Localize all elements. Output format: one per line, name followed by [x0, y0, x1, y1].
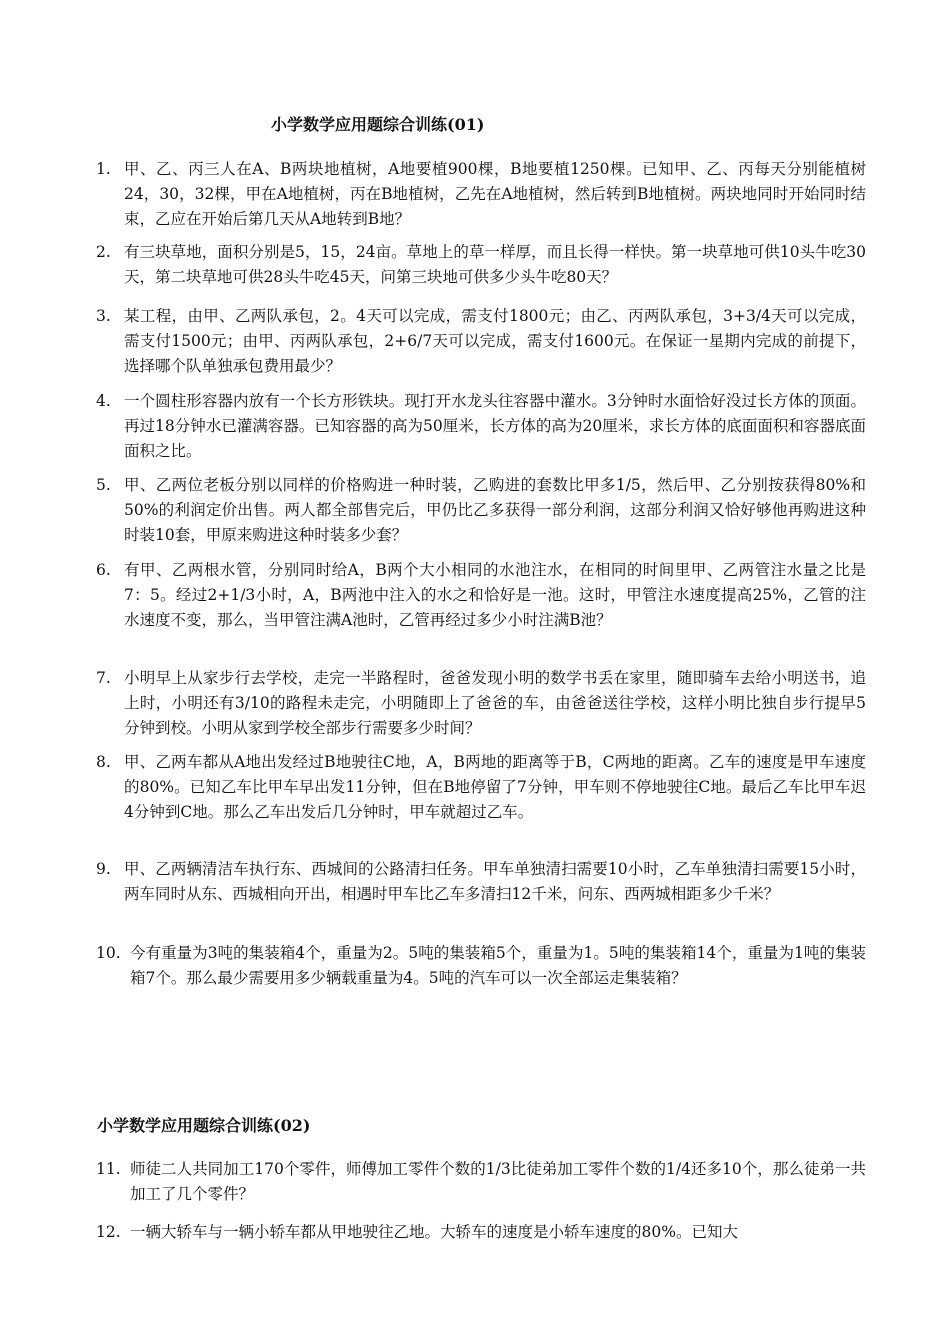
problem-number: 6.: [96, 561, 111, 579]
problem-4: [96, 389, 866, 464]
problem-7: [96, 666, 866, 741]
section-title-02: 小学数学应用题综合训练(02): [97, 1116, 311, 1135]
problem-text: 甲、乙、丙三人在A、B两块地植树，A地要植900棵，B地要植1250棵。已知甲、乙、丙每天分别能植树24，30，32棵，甲在A地植树，丙在B地植树，乙先在A地植树，然后转到B地植树。两块地同时开始同时结束，乙应在开始后第几天从A地转到B地？: [124, 160, 866, 228]
problem-9: [96, 857, 866, 907]
problem-number: 11.: [96, 1160, 121, 1178]
problem-number: 8.: [96, 753, 111, 771]
problem-number: 7.: [96, 669, 111, 687]
problem-number: 5.: [96, 476, 111, 494]
problem-11: [96, 1157, 866, 1207]
problem-12: [96, 1220, 866, 1245]
problem-text: 某工程，由甲、乙两队承包，2。4天可以完成，需支付1800元；由乙、丙两队承包，3+3/4天可以完成，需支付1500元；由甲、丙两队承包，2+6/7天可以完成，需支付1600元。在保证一星期内完成的前提下，选择哪个队单独承包费用最少？: [124, 307, 866, 375]
problem-10: [96, 941, 866, 991]
problem-5: [96, 473, 866, 548]
problem-text: 一辆大轿车与一辆小轿车都从甲地驶往乙地。大轿车的速度是小轿车速度的80%。已知大: [130, 1223, 738, 1241]
problem-number: 4.: [96, 392, 111, 410]
section-title-01: 小学数学应用题综合训练(01): [271, 115, 485, 134]
problem-6: [96, 558, 866, 633]
problem-number: 9.: [96, 860, 111, 878]
problem-3: [96, 304, 866, 379]
problem-2: [96, 240, 866, 290]
problem-text: 甲、乙两车都从A地出发经过B地驶往C地，A，B两地的距离等于B，C两地的距离。乙车的速度是甲车速度的80%。已知乙车比甲车早出发11分钟，但在B地停留了7分钟，甲车则不停地驶往C地。最后乙车比甲车迟4分钟到C地。那么乙车出发后几分钟时，甲车就超过乙车。: [124, 753, 866, 821]
problem-text: 甲、乙两位老板分别以同样的价格购进一种时装，乙购进的套数比甲多1/5，然后甲、乙分别按获得80%和50%的利润定价出售。两人都全部售完后，甲仍比乙多获得一部分利润，这部分利润又恰好够他再购进这种时装10套，甲原来购进这种时装多少套？: [124, 476, 866, 544]
problem-1: [96, 157, 866, 232]
problem-number: 3.: [96, 307, 111, 325]
problem-text: 师徒二人共同加工170个零件，师傅加工零件个数的1/3比徒弟加工零件个数的1/4还多10个，那么徒弟一共加工了几个零件？: [130, 1160, 866, 1203]
problem-number: 10.: [96, 944, 121, 962]
problem-text: 有甲、乙两根水管，分别同时给A，B两个大小相同的水池注水，在相同的时间里甲、乙两管注水量之比是7：5。经过2+1/3小时，A，B两池中注入的水之和恰好是一池。这时，甲管注水速度提高25%，乙管的注水速度不变，那么，当甲管注满A池时，乙管再经过多少小时注满B池？: [124, 561, 866, 629]
problem-text: 今有重量为3吨的集装箱4个，重量为2。5吨的集装箱5个，重量为1。5吨的集装箱14个，重量为1吨的集装箱7个。那么最少需要用多少辆载重量为4。5吨的汽车可以一次全部运走集装箱？: [130, 944, 866, 987]
problem-number: 1.: [96, 160, 111, 178]
problem-8: [96, 750, 866, 825]
problem-number: 12.: [96, 1223, 121, 1241]
problem-text: 甲、乙两辆清洁车执行东、西城间的公路清扫任务。甲车单独清扫需要10小时，乙车单独清扫需要15小时，两车同时从东、西城相向开出，相遇时甲车比乙车多清扫12千米，问东、西两城相距多少千米？: [124, 860, 866, 903]
problem-number: 2.: [96, 243, 111, 261]
problem-text: 一个圆柱形容器内放有一个长方形铁块。现打开水龙头往容器中灌水。3分钟时水面恰好没过长方体的顶面。再过18分钟水已灌满容器。已知容器的高为50厘米，长方体的高为20厘米，求长方体的底面面积和容器底面面积之比。: [124, 392, 866, 460]
problem-text: 有三块草地，面积分别是5，15，24亩。草地上的草一样厚，而且长得一样快。第一块草地可供10头牛吃30天，第二块草地可供28头牛吃45天，问第三块地可供多少头牛吃80天？: [124, 243, 866, 286]
problem-text: 小明早上从家步行去学校，走完一半路程时，爸爸发现小明的数学书丢在家里，随即骑车去给小明送书，追上时，小明还有3/10的路程未走完，小明随即上了爸爸的车，由爸爸送往学校，这样小明比独自步行提早5分钟到校。小明从家到学校全部步行需要多少时间？: [124, 669, 866, 737]
